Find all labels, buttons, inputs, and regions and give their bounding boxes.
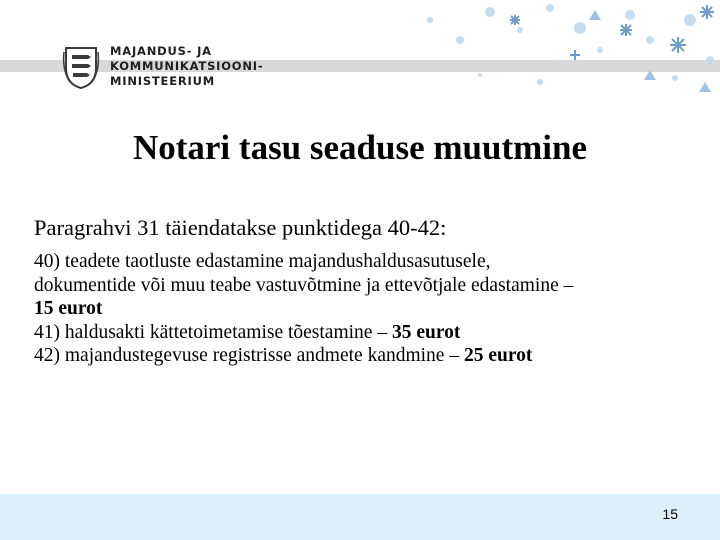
item-40-line-1: 40) teadete taotluste edastamine majandushaldusasutusele, [34, 251, 491, 272]
item-42-text: 42) majandustegevuse registrisse andmete kandmine – [34, 345, 464, 366]
item-41 [34, 321, 704, 345]
item-40-amount: 15 eurot [34, 298, 103, 319]
item-41-amount: 35 eurot [391, 321, 461, 343]
ministry-name-line-2: KOMMUNIKATSIOONI- [110, 59, 264, 73]
item-40-line-2: dokumentide või muu teabe vastuvõtmine ja ettevõtjale edastamine – [34, 274, 574, 296]
slide-title: Notari tasu seaduse muutmine [132, 128, 588, 167]
intro-text: Paragrahvi 31 täiendatakse punktidega 40-42: [34, 215, 447, 240]
ministry-name [110, 44, 263, 89]
item-42-amount: 25 eurot [463, 345, 533, 366]
snowflake-decoration [390, 0, 720, 92]
slide-header [0, 0, 720, 92]
coat-of-arms-icon [62, 44, 100, 90]
item-42 [34, 344, 704, 368]
fee-item-list [34, 250, 704, 368]
page-number: 15 [662, 506, 678, 522]
item-41-text: 41) haldusakti kättetoimetamise tõestamine – [34, 321, 392, 343]
ministry-logo [62, 44, 264, 94]
ministry-name-line-1: MAJANDUS- JA [110, 44, 212, 58]
ministry-name-line-3: MINISTEERIUM [110, 74, 215, 88]
footer-band [0, 494, 720, 540]
